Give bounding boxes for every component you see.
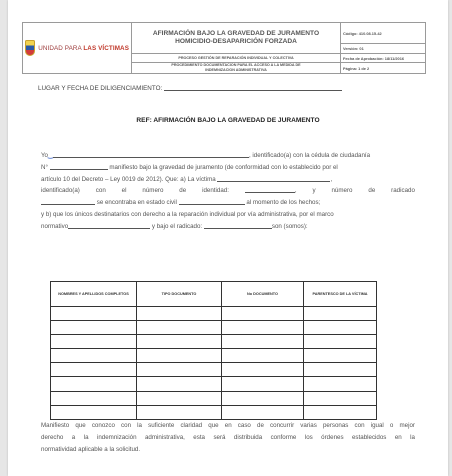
- table-cell[interactable]: [304, 321, 377, 335]
- process-cell: PROCESO GESTIÓN DE REPARACIÓN INDIVIDUAL Y COLECTIVA: [132, 54, 341, 63]
- table-cell[interactable]: [51, 391, 137, 405]
- table-cell[interactable]: [137, 405, 222, 419]
- table-cell[interactable]: [304, 405, 377, 419]
- id-number-field[interactable]: [50, 163, 108, 170]
- table-row: [51, 363, 377, 377]
- table-cell[interactable]: [51, 377, 137, 391]
- table-cell[interactable]: [51, 349, 137, 363]
- column-header-relationship: PARENTESCO DE LA VÍCTIMA: [304, 282, 377, 307]
- victim-name-field[interactable]: [217, 175, 330, 182]
- table-cell[interactable]: [137, 349, 222, 363]
- table-cell[interactable]: [304, 391, 377, 405]
- logo-text: UNIDAD PARA LAS VÍCTIMAS: [38, 44, 129, 52]
- table-cell[interactable]: [222, 405, 304, 419]
- code-cell: Código: 410.08.15-42: [341, 23, 426, 44]
- table-cell[interactable]: [137, 335, 222, 349]
- version-cell: Versión: 01: [341, 44, 426, 54]
- table-cell[interactable]: [222, 349, 304, 363]
- table-header-row: [51, 282, 377, 307]
- table-cell[interactable]: [51, 335, 137, 349]
- logo-cell: [23, 23, 132, 74]
- table-cell[interactable]: [137, 363, 222, 377]
- table-row: [51, 307, 377, 321]
- civil-status-field[interactable]: [179, 198, 245, 205]
- unidad-victimas-logo: [25, 40, 129, 56]
- table-cell[interactable]: [137, 377, 222, 391]
- reference-title: REF: AFIRMACIÓN BAJO LA GRAVEDAD DE JURAMENTO: [136, 117, 320, 124]
- table-cell[interactable]: [137, 307, 222, 321]
- filing-number-field[interactable]: [41, 198, 95, 205]
- column-header-doc-number: No DOCUMENTO: [222, 282, 304, 307]
- column-header-doc-type: TIPO DOCUMENTO: [137, 282, 222, 307]
- place-date-field[interactable]: [164, 84, 342, 91]
- approval-date-cell: Fecha de Aprobación: 18/11/2016: [341, 54, 426, 63]
- table-cell[interactable]: [222, 321, 304, 335]
- colombia-seal-icon: [25, 40, 35, 56]
- declaration-paragraph: Yo‿ , identificado(a) con la cédula de ciudadanía N° manifiesto bajo la gravedad de juramento (de conformidad con lo establecido por el artículo 10 del Decreto – Ley 0019 de 2012). Que: a) La víctima , identificado(a) con el número de identidad: , y número de radicado se encontraba en estado civil al momento de los hechos; y b) que los únicos destinatarios con derecho a la reparación individual por vía administrativa, por el marco normativo y bajo el radicado: son (somos):: [41, 152, 415, 230]
- table-cell[interactable]: [222, 391, 304, 405]
- declarant-name-field[interactable]: [53, 151, 249, 158]
- filing-field[interactable]: [204, 222, 272, 229]
- victim-id-field[interactable]: [245, 186, 295, 193]
- table-cell[interactable]: [137, 391, 222, 405]
- table-row: [51, 349, 377, 363]
- table-cell[interactable]: [51, 321, 137, 335]
- table-row: [51, 335, 377, 349]
- document-page: [8, 0, 448, 476]
- table-cell[interactable]: [304, 349, 377, 363]
- table-cell[interactable]: [304, 363, 377, 377]
- table-cell[interactable]: [137, 321, 222, 335]
- table-cell[interactable]: [304, 307, 377, 321]
- table-row: [51, 321, 377, 335]
- table-row: [51, 377, 377, 391]
- table-cell[interactable]: [222, 363, 304, 377]
- table-cell[interactable]: [51, 363, 137, 377]
- page-number-cell: Página: 1 de 2: [341, 63, 426, 74]
- beneficiaries-table: [50, 281, 377, 420]
- column-header-names: NOMBRES Y APELLIDOS COMPLETOS: [51, 282, 137, 307]
- legal-framework-field[interactable]: [68, 222, 150, 229]
- document-title: AFIRMACIÓN BAJO LA GRAVEDAD DE JURAMENTO HOMICIDIO-DESAPARICIÓN FORZADA: [132, 23, 341, 54]
- table-cell[interactable]: [222, 307, 304, 321]
- table-cell[interactable]: [304, 377, 377, 391]
- table-row: [51, 405, 377, 419]
- document-header-table: [22, 22, 426, 74]
- closing-paragraph: Manifiesto que conozco con la suficiente claridad que en caso de concurrir varias personas con igual o mejor derecho a la indemnización administrativa, esta será distribuida conforme los órdenes establecidos en la normatividad aplicable a la solicitud.: [41, 422, 415, 453]
- text-cursor-icon: ‿: [48, 152, 53, 159]
- table-cell[interactable]: [304, 335, 377, 349]
- table-cell[interactable]: [222, 335, 304, 349]
- place-date-label: LUGAR Y FECHA DE DILIGENCIAMIENTO:: [38, 85, 164, 92]
- place-date-line: [38, 84, 342, 92]
- procedure-cell: PROCEDIMIENTO DOCUMENTACION PARA EL ACCESO A LA MEDIDA DE INDEMNIZACION ADMINISTRATIVA: [132, 63, 341, 74]
- table-cell[interactable]: [222, 377, 304, 391]
- table-row: [51, 391, 377, 405]
- table-cell[interactable]: [51, 405, 137, 419]
- table-cell[interactable]: [51, 307, 137, 321]
